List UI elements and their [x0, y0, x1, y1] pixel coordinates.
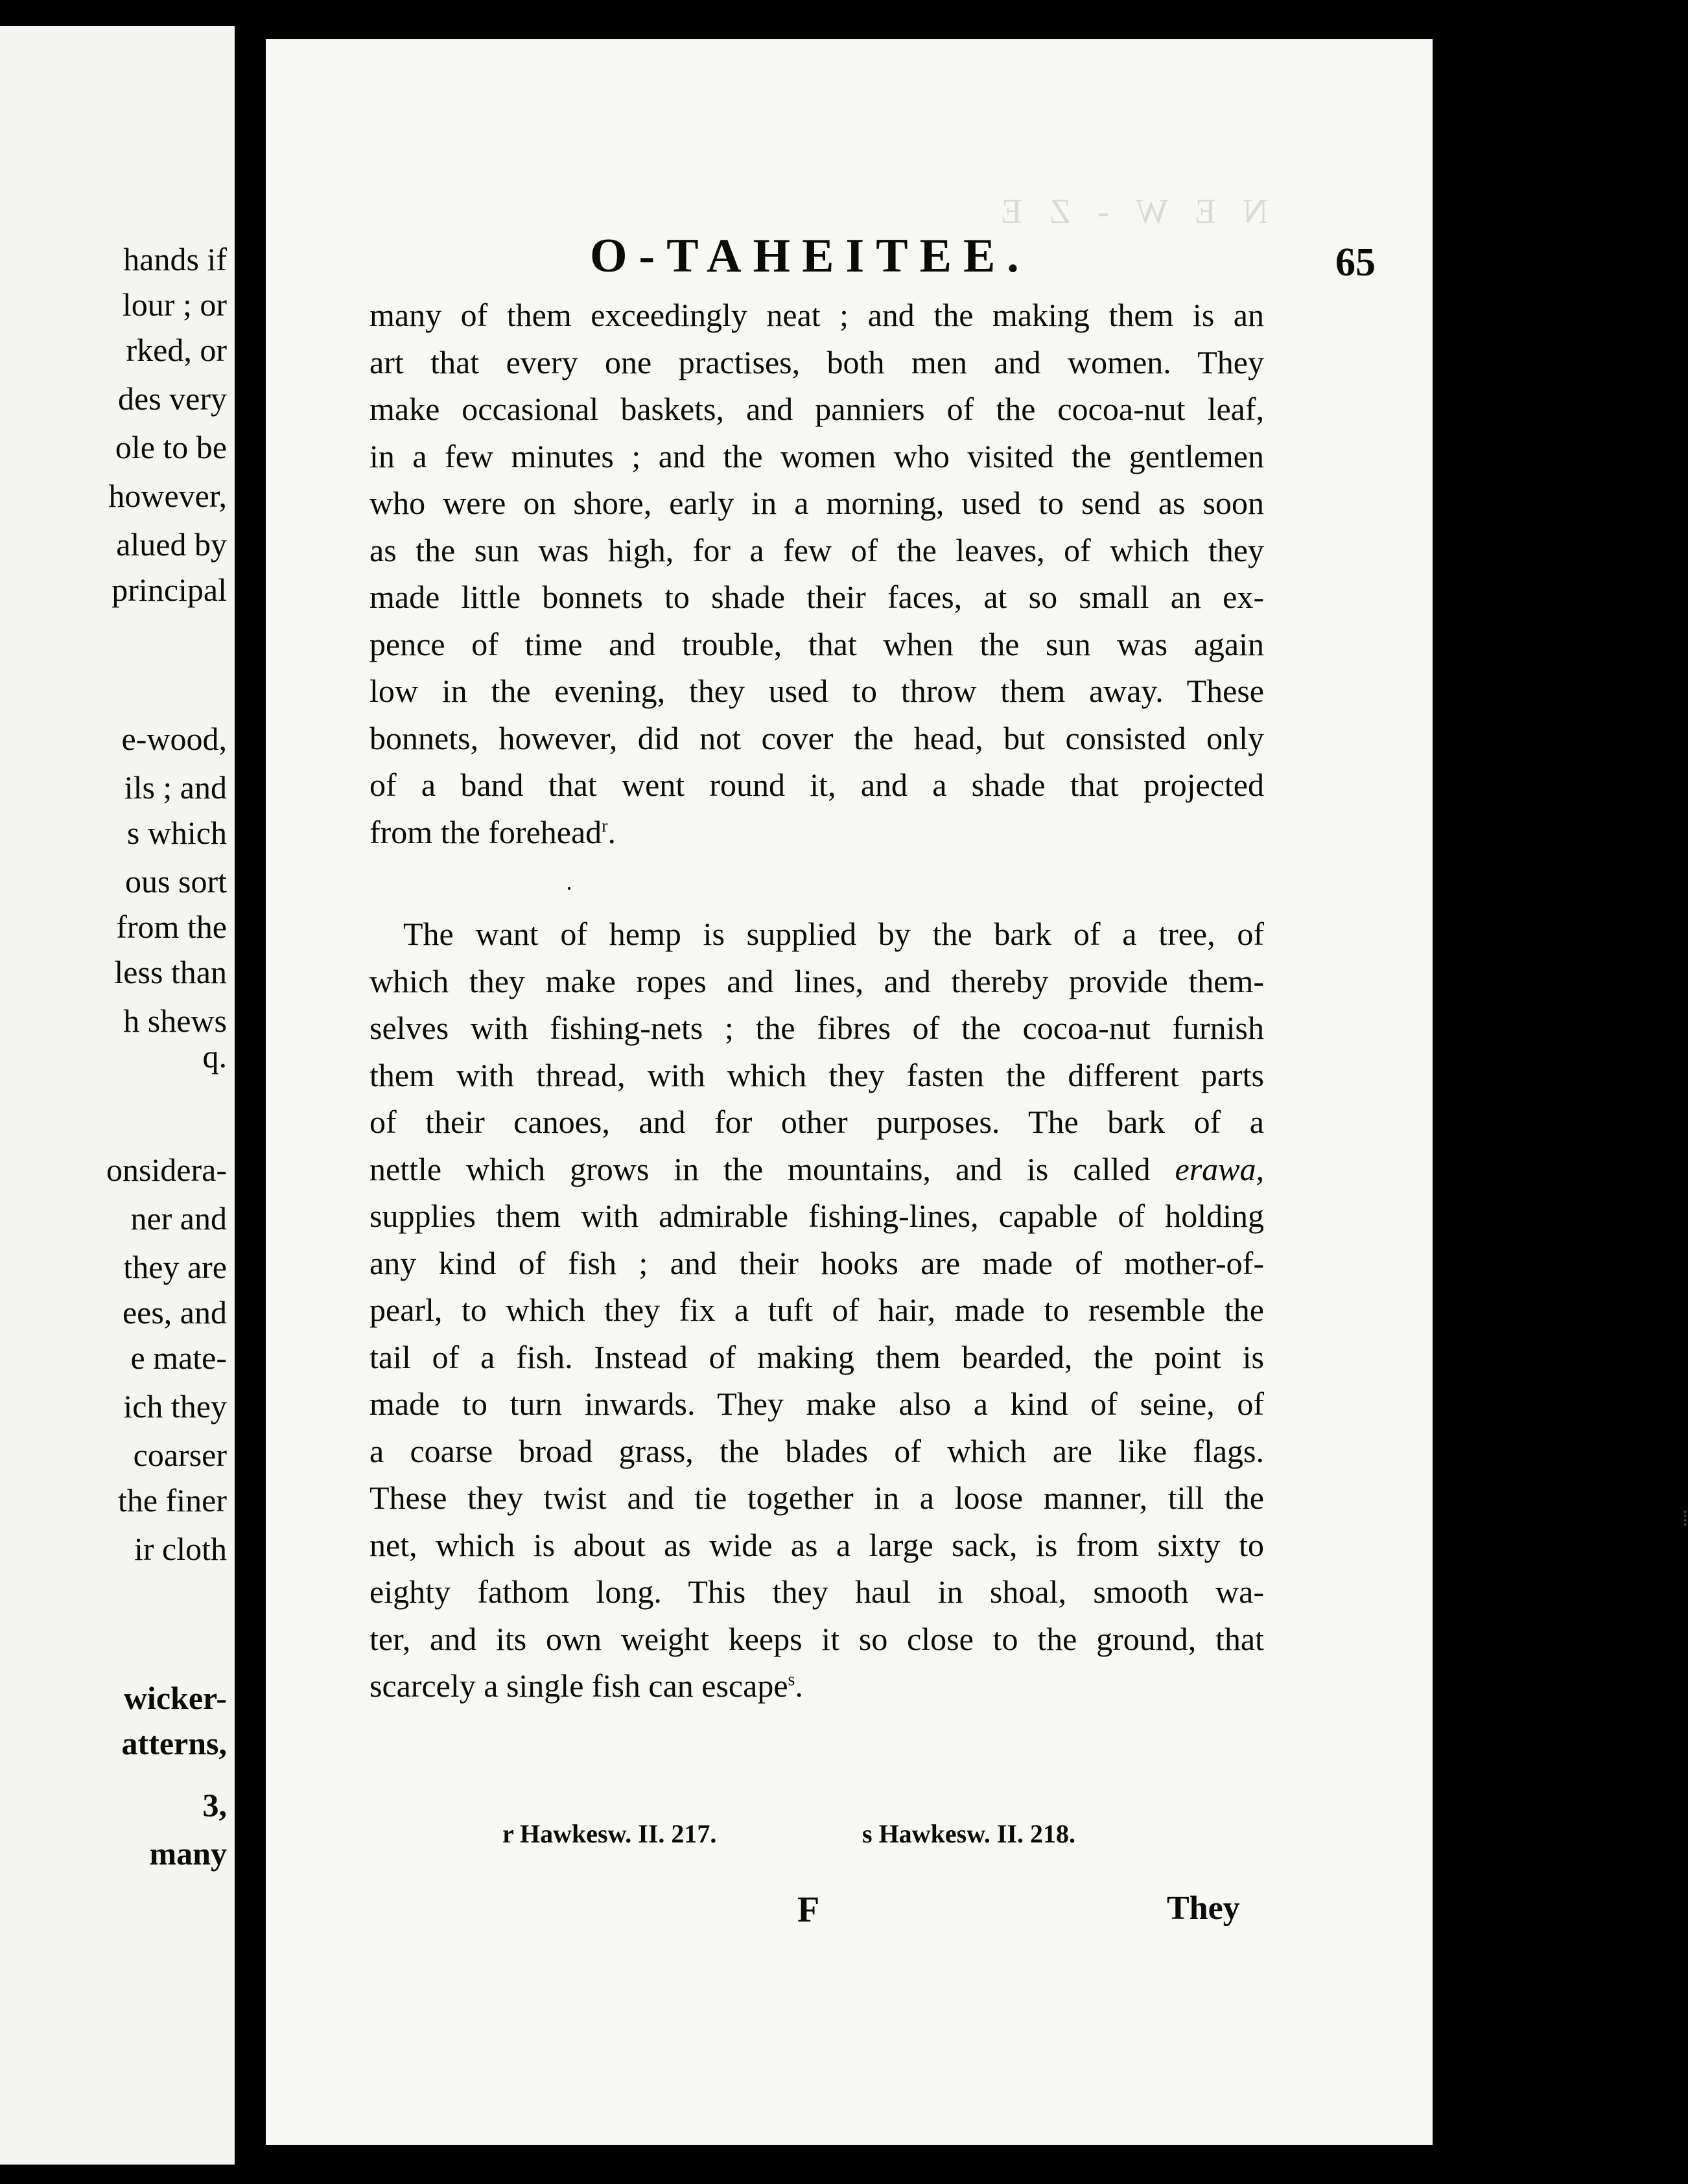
text-line: supplies them with admirable fishing-lines, capable of holding	[369, 1198, 1264, 1234]
text-line: ter, and its own weight keeps it so close to the ground, that	[369, 1620, 1264, 1657]
previous-page-line: des very	[118, 380, 227, 417]
text-line: pence of time and trouble, that when the sun was again	[369, 625, 1264, 662]
text-line: made to turn inwards. They make also a kind of seine, of	[369, 1386, 1264, 1422]
previous-page-line: ous sort	[125, 863, 227, 900]
text-line: eighty fathom long. This they haul in shoal, smooth wa-	[369, 1574, 1264, 1610]
text-line-content: nettle which grows in the mountains, and is called	[369, 1150, 1151, 1187]
footnote-r: r Hawkesw. II. 217.	[502, 1819, 717, 1848]
previous-page-line: ich they	[123, 1388, 227, 1424]
text-line	[369, 809, 1264, 856]
text-line: a coarse broad grass, the blades of which are like flags.	[369, 1432, 1264, 1469]
previous-page-line: e mate-	[130, 1340, 227, 1376]
punctuation: .	[607, 813, 616, 850]
previous-page-line: the finer	[118, 1482, 227, 1518]
text-line: selves with fishing-nets ; the fibres of the cocoa-nut furnish	[369, 1010, 1264, 1046]
text-line: of their canoes, and for other purposes. The bark of a	[369, 1104, 1264, 1140]
paragraph-hemp-nets	[369, 911, 1264, 1710]
previous-page-line: many	[149, 1835, 227, 1872]
footnote-s: s Hawkesw. II. 218.	[862, 1819, 1075, 1848]
previous-page-line: alued by	[116, 526, 227, 563]
previous-page-line: principal	[111, 572, 227, 608]
text-line: them with thread, with which they fasten the different parts	[369, 1056, 1264, 1093]
text-line: many of them exceedingly neat ; and the making them is an	[369, 297, 1264, 333]
text-line: net, which is about as wide as a large sack, is from sixty to	[369, 1526, 1264, 1563]
text-line: pearl, to which they fix a tuft of hair, made to resemble the	[369, 1292, 1264, 1328]
book-gutter	[235, 0, 266, 2184]
stray-ink-mark: ·	[565, 876, 573, 901]
paragraph-baskets-bonnets	[369, 292, 1264, 855]
text-line	[369, 1146, 1264, 1193]
text-line: any kind of fish ; and their hooks are made of mother-of-	[369, 1244, 1264, 1281]
previous-page-line: atterns,	[121, 1725, 227, 1761]
footnote-reference: s	[788, 1669, 795, 1690]
text-line: These they twist and tie together in a loose manner, till the	[369, 1480, 1264, 1516]
text-line: tail of a fish. Instead of making them bearded, the point is	[369, 1338, 1264, 1375]
previous-page-line: h shews	[123, 1003, 227, 1039]
previous-page-line: 3,	[202, 1787, 227, 1823]
text-line-content: scarcely a single fish can escape	[369, 1667, 788, 1704]
previous-page-line: ils ; and	[124, 769, 227, 806]
catchword: They	[1167, 1890, 1240, 1927]
text-line: as the sun was high, for a few of the leaves, of which they	[369, 531, 1264, 568]
previous-page-line: rked, or	[126, 332, 227, 368]
page-edge-specks: ⁞	[1682, 1507, 1688, 1531]
book-page	[266, 39, 1688, 2145]
italic-term-erawa: erawa,	[1175, 1150, 1265, 1187]
text-line: made little bonnets to shade their faces, at so small an ex-	[369, 579, 1264, 615]
running-title: O-TAHEITEE.	[590, 229, 1031, 283]
bleed-through-text: N E W - Z E	[992, 192, 1269, 231]
previous-page-line: ole to be	[115, 429, 227, 465]
running-head	[266, 227, 1433, 285]
previous-page-line: they are	[123, 1249, 227, 1285]
text-line: which they make ropes and lines, and thereby provide them-	[369, 962, 1264, 999]
previous-page-line: from the	[116, 909, 227, 945]
footnote-reference: r	[602, 815, 608, 836]
text-line-content: from the forehead	[369, 813, 602, 850]
text-line: make occasional baskets, and panniers of the cocoa-nut leaf,	[369, 391, 1264, 427]
page-number: 65	[1335, 240, 1376, 285]
signature-mark: F	[797, 1890, 820, 1930]
previous-page-line: ir cloth	[134, 1531, 227, 1567]
previous-page-line: ees, and	[122, 1294, 227, 1330]
text-line: bonnets, however, did not cover the head, but consisted only	[369, 719, 1264, 756]
previous-page-line: lour ; or	[122, 286, 227, 323]
text-line: low in the evening, they used to throw them away. These	[369, 673, 1264, 709]
previous-page-line: s which	[126, 815, 227, 851]
previous-page-line: onsidera-	[106, 1152, 227, 1188]
previous-page-line: e-wood,	[121, 721, 227, 757]
previous-page-line: less than	[114, 954, 227, 990]
previous-page-line: ner and	[130, 1200, 227, 1237]
previous-page-fragment	[0, 26, 235, 2165]
footnotes	[266, 1811, 1433, 1857]
text-line: of a band that went round it, and a shade that projected	[369, 767, 1264, 803]
text-line: art that every one practises, both men and women. They	[369, 343, 1264, 380]
text-line: who were on shore, early in a morning, used to send as soon	[369, 485, 1264, 521]
previous-page-line: q.	[202, 1038, 227, 1075]
text-line	[369, 1662, 1264, 1710]
previous-page-line: hands if	[123, 241, 227, 277]
text-line: The want of hemp is supplied by the bark of a tree, of	[403, 916, 1264, 952]
previous-page-line: wicker-	[123, 1680, 227, 1716]
previous-page-line: coarser	[133, 1437, 227, 1473]
punctuation: .	[795, 1667, 803, 1704]
previous-page-line: however,	[108, 478, 227, 514]
text-line: in a few minutes ; and the women who visited the gentlemen	[369, 437, 1264, 474]
